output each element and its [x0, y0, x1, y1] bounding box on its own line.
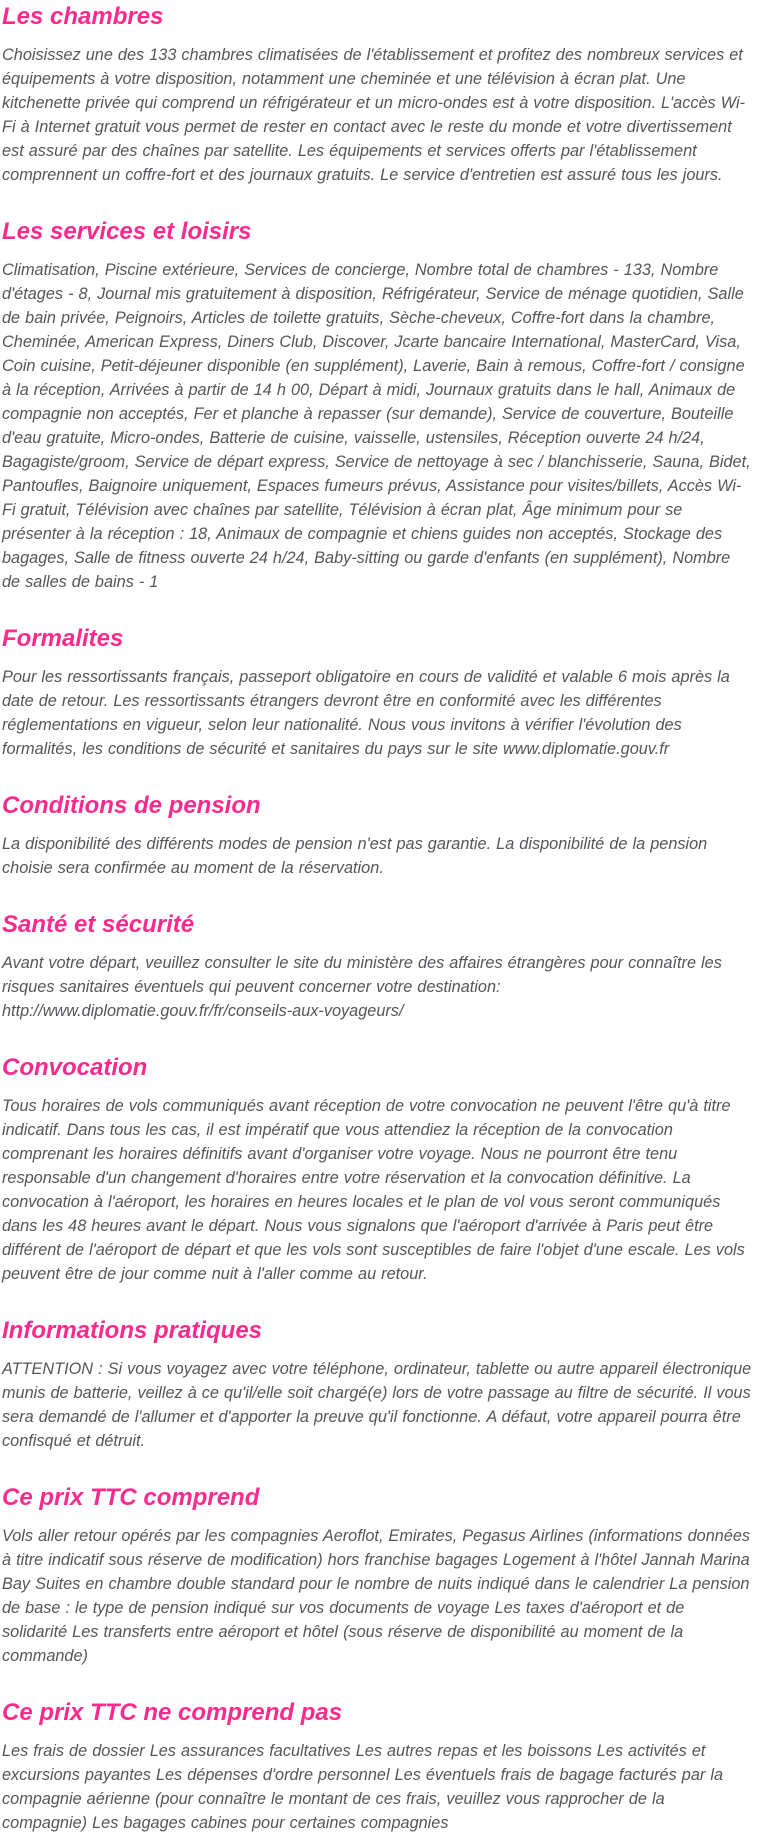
section-body-les-chambres: Choisissez une des 133 chambres climatisées de l'établissement et profitez des nombreux services et équipements à votre disposition, notamment une cheminée et une télévision à écran plat. Une kitchenette privée qui comprend un réfrigérateur et un micro-ondes est à votre disposition. L'accès Wi-Fi à Internet gratuit vous permet de rester en contact avec le reste du monde et votre divertissement est assuré par des chaînes par satellite. Les équipements et services offerts par l'établissement comprennent un coffre-fort et des journaux gratuits. Le service d'entretien est assuré tous les jours. — [2, 46, 745, 184]
section-heading-services-et-loisirs: Les services et loisirs — [2, 218, 252, 245]
section-prix-ttc-ne-comprend-pas — [2, 1698, 752, 1835]
section-body-informations-pratiques: ATTENTION : Si vous voyagez avec votre téléphone, ordinateur, tablette ou autre appareil électronique munis de batterie, veillez à ce qu'il/elle soit chargé(e) lors de votre passage au filtre de sécurité. Il vous sera demandé de l'allumer et d'apporter la preuve qu'il fonctionne. A défaut, votre appareil pourra être confisqué et détruit. — [2, 1360, 752, 1450]
section-heading-prix-ttc-comprend: Ce prix TTC comprend — [2, 1484, 260, 1511]
section-formalites — [2, 624, 752, 761]
section-services-et-loisirs — [2, 217, 752, 594]
section-sante-et-securite — [2, 910, 752, 1023]
section-heading-sante-et-securite: Santé et sécurité — [2, 911, 195, 938]
section-les-chambres — [2, 2, 752, 187]
section-heading-convocation: Convocation — [2, 1054, 148, 1081]
section-body-conditions-de-pension: La disponibilité des différents modes de pension n'est pas garantie. La disponibilité de la pension choisie sera confirmée au moment de la réservation. — [2, 835, 708, 877]
section-body-prix-ttc-comprend: Vols aller retour opérés par les compagnies Aeroflot, Emirates, Pegasus Airlines (informations données à titre indicatif sous réserve de modification) hors franchise bagages Logement à l'hôtel Jannah Marina Bay Suites en chambre double standard pour le nombre de nuits indiqué dans le calendrier La pension de base : le type de pension indiqué sur vos documents de voyage Les taxes d'aéroport et de solidarité Les transferts entre aéroport et hôtel (sous réserve de disponibilité au moment de la commande) — [2, 1527, 751, 1665]
section-heading-formalites: Formalites — [2, 625, 124, 652]
section-informations-pratiques — [2, 1316, 752, 1453]
section-convocation — [2, 1053, 752, 1286]
section-heading-conditions-de-pension: Conditions de pension — [2, 792, 261, 819]
section-heading-prix-ttc-ne-comprend-pas: Ce prix TTC ne comprend pas — [2, 1699, 343, 1726]
section-prix-ttc-comprend — [2, 1483, 752, 1668]
section-body-services-et-loisirs: Climatisation, Piscine extérieure, Services de concierge, Nombre total de chambres - 133, Nombre d'étages - 8, Journal mis gratuitement à disposition, Réfrigérateur, Service de ménage quotidien, Salle de bain privée, Peignoirs, Articles de toilette gratuits, Sèche-cheveux, Coffre-fort dans la chambre, Cheminée, American Express, Diners Club, Discover, Jcarte bancaire International, MasterCard, Visa, Coin cuisine, Petit-déjeuner disponible (en supplément), Laverie, Bain à remous, Coffre-fort / consigne à la réception, Arrivées à partir de 14 h 00, Départ à midi, Journaux gratuits dans le hall, Animaux de compagnie non acceptés, Fer et planche à repasser (sur demande), Service de couverture, Bouteille d'eau gratuite, Micro-ondes, Batterie de cuisine, vaisselle, ustensiles, Réception ouverte 24 h/24, Bagagiste/groom, Service de départ express, Service de nettoyage à sec / blanchisserie, Sauna, Bidet, Pantoufles, Baignoire uniquement, Espaces fumeurs prévus, Assistance pour visites/billets, Accès Wi-Fi gratuit, Télévision avec chaînes par satellite, Télévision à écran plat, Âge minimum pour se présenter à la réception : 18, Animaux de compagnie et chiens guides non acceptés, Stockage des bagages, Salle de fitness ouverte 24 h/24, Baby-sitting ou garde d'enfants (en supplément), Nombre de salles de bains - 1 — [2, 261, 751, 591]
section-body-convocation: Tous horaires de vols communiqués avant réception de votre convocation ne peuvent l'être qu'à titre indicatif. Dans tous les cas, il est impératif que vous attendiez la réception de la convocation comprenant les horaires définitifs avant d'organiser votre voyage. Nous ne pourront être tenu responsable d'un changement d'horaires entre votre réservation et la convocation définitive. La convocation à l'aéroport, les horaires en heures locales et le plan de vol vous seront communiqués dans les 48 heures avant le départ. Nous vous signalons que l'aéroport d'arrivée à Paris peut être différent de l'aéroport de départ et que les vols sont susceptibles de faire l'objet d'une escale. Les vols peuvent être de jour comme nuit à l'aller comme au retour. — [2, 1097, 745, 1283]
section-body-prix-ttc-ne-comprend-pas: Les frais de dossier Les assurances facultatives Les autres repas et les boissons Les activités et excursions payantes Les dépenses d'ordre personnel Les éventuels frais de bagage facturés par la compagnie aérienne (pour connaître le montant de ces frais, veuillez vous rapprocher de la compagnie) Les bagages cabines pour certaines compagnies — [2, 1742, 724, 1832]
section-heading-informations-pratiques: Informations pratiques — [2, 1317, 263, 1344]
section-conditions-de-pension — [2, 791, 752, 880]
section-heading-les-chambres: Les chambres — [2, 3, 164, 30]
section-body-sante-et-securite: Avant votre départ, veuillez consulter le site du ministère des affaires étrangères pour connaître les risques sanitaires éventuels qui peuvent concerner votre destination: http://www.diplomatie.gouv.fr/fr/conseils-aux-voyageurs/ — [2, 954, 722, 1020]
section-body-formalites: Pour les ressortissants français, passeport obligatoire en cours de validité et valable 6 mois après la date de retour. Les ressortissants étrangers devront être en conformité avec les différentes réglementations en vigueur, selon leur nationalité. Nous vous invitons à vérifier l'évolution des formalités, les conditions de sécurité et sanitaires du pays sur le site www.diplomatie.gouv.fr — [2, 668, 730, 758]
